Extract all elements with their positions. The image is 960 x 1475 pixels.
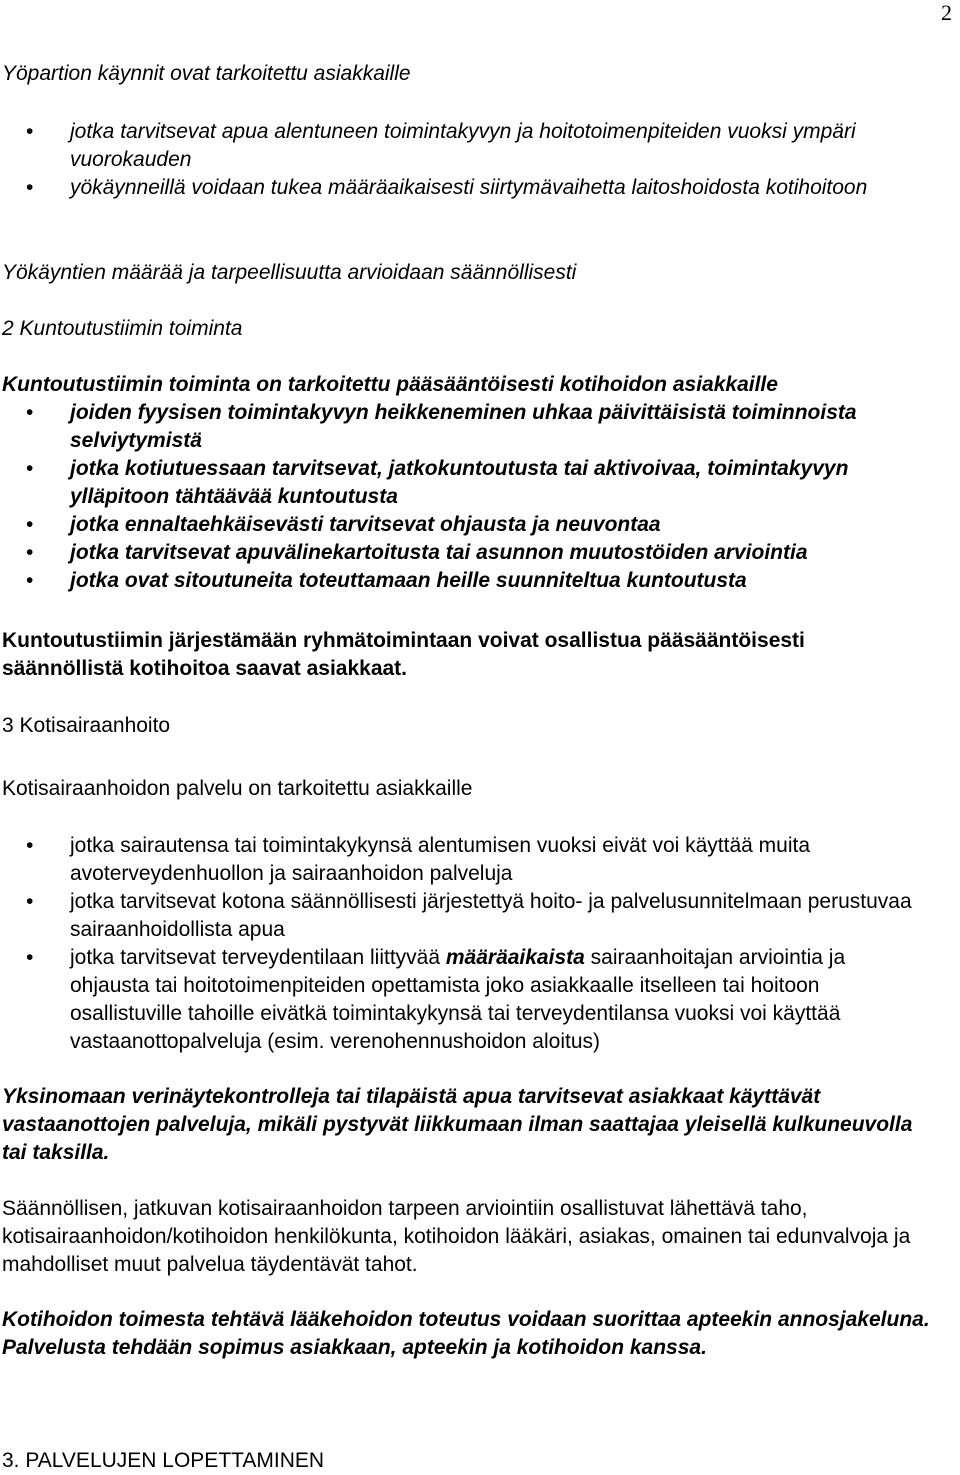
bullet-text-start: jotka tarvitsevat terveydentilaan liittyvää	[70, 946, 446, 969]
kotisairaanhoito-bullet-list	[0, 832, 930, 1056]
list-item: • jotka tarvitsevat kotona säännöllisesti järjestettyä hoito- ja palvelusunnitelmaan perustuvaa sairaanhoidollista apua	[0, 888, 930, 944]
list-item	[0, 944, 930, 1056]
emphasis-maaraaikaista: määräaikaista	[445, 946, 585, 969]
list-item: • jotka tarvitsevat apuvälinekartoitusta tai asunnon muutostöiden arviointia	[0, 539, 930, 567]
yopartio-bullet-list	[0, 118, 930, 202]
section-heading-lopettaminen: 3. PALVELUJEN LOPETTAMINEN	[2, 1449, 325, 1472]
kuntoutus-intro: Kuntoutustiimin toiminta on tarkoitettu pääsääntöisesti kotihoidon asiakkaille	[2, 373, 778, 396]
section-heading-kotisairaanhoito: 3 Kotisairaanhoito	[2, 714, 171, 737]
list-item: • yökäynneillä voidaan tukea määräaikaisesti siirtymävaihetta laitoshoidosta kotihoitoon	[0, 174, 930, 202]
list-item: • jotka kotiutuessaan tarvitsevat, jatkokuntoutusta tai aktivoivaa, toimintakyvyn ylläpitoon tähtäävää kuntoutusta	[0, 455, 930, 511]
page-number: 2	[941, 0, 952, 25]
yopartio-intro: Yöpartion käynnit ovat tarkoitettu asiakkaille	[2, 62, 411, 85]
kuntoutus-group-note: Kuntoutustiimin järjestämään ryhmätoimintaan voivat osallistua pääsääntöisesti säännöllistä kotihoitoa saavat asiakkaat.	[2, 629, 805, 680]
kotisairaanhoito-intro: Kotisairaanhoidon palvelu on tarkoitettu asiakkaille	[2, 777, 473, 800]
list-item: • jotka ennaltaehkäisevästi tarvitsevat ohjausta ja neuvontaa	[0, 511, 930, 539]
list-item: • jotka sairautensa tai toimintakykynsä alentumisen vuoksi eivät voi käyttää muita avoterveydenhuollon ja sairaanhoidon palveluja	[0, 832, 930, 888]
kuntoutus-bullet-list	[0, 399, 930, 595]
medication-note: Kotihoidon toimesta tehtävä lääkehoidon toteutus voidaan suorittaa apteekin annosjakeluna. Palvelusta tehdään sopimus asiakkaan, apteekin ja kotihoidon kanssa.	[2, 1308, 930, 1359]
list-item: • jotka tarvitsevat apua alentuneen toimintakyvyn ja hoitotoimenpiteiden vuoksi ympäri vuorokauden	[0, 118, 930, 174]
blood-test-note: Yksinomaan verinäytekontrolleja tai tilapäistä apua tarvitsevat asiakkaat käyttävät vastaanottojen palveluja, mikäli pystyvät liikkumaan ilman saattajaa yleisellä kulkuneuvolla tai taksilla.	[2, 1085, 913, 1164]
bullet-text-end: sairaanhoitajan arviointia ja ohjausta tai hoitotoimenpiteiden opettamista joko asiakkaalle itselleen tai hoitoon osallistuville tahoille eivätkä toimintakykynsä tai terveydentilansa vuoksi voi käyttää vastaanottopalveluja (esim. verenohennushoidon aloitus)	[70, 946, 846, 1053]
list-item: • jotka ovat sitoutuneita toteuttamaan heille suunniteltua kuntoutusta	[0, 567, 930, 595]
yopartio-note: Yökäyntien määrää ja tarpeellisuutta arvioidaan säännöllisesti	[2, 261, 577, 284]
assessment-note: Säännöllisen, jatkuvan kotisairaanhoidon tarpeen arviointiin osallistuvat lähettävä taho, kotisairaanhoidon/kotihoidon henkilökunta, kotihoidon lääkäri, asiakas, omainen tai edunvalvoja ja mahdolliset muut palvelua täydentävät tahot.	[2, 1197, 911, 1276]
list-item: • joiden fyysisen toimintakyvyn heikkeneminen uhkaa päivittäisistä toiminnoista selviytymistä	[0, 399, 930, 455]
section-heading-kuntoutus: 2 Kuntoutustiimin toiminta	[2, 317, 243, 340]
